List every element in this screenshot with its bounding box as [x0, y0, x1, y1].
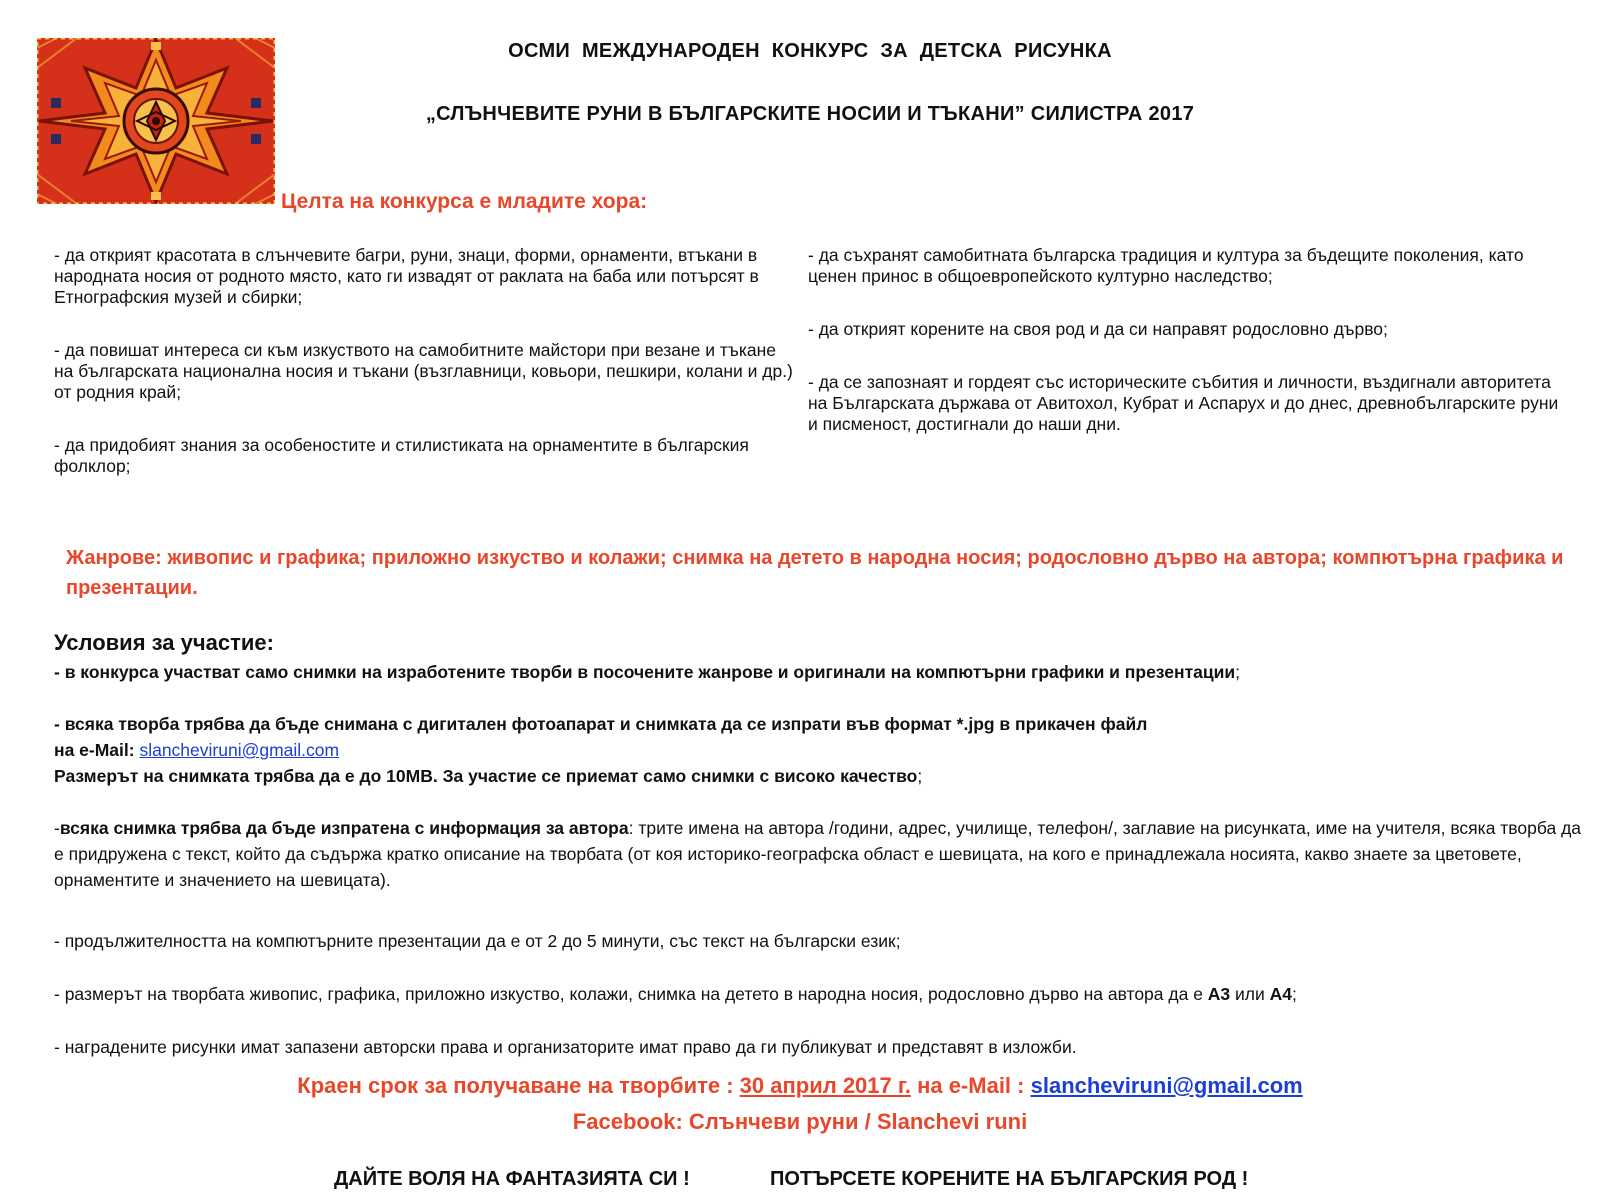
format-or: или — [1230, 984, 1270, 1004]
contest-subtitle: „СЛЪНЧЕВИТЕ РУНИ В БЪЛГАРСКИТЕ НОСИИ И ТЪКАНИ” СИЛИСТРА 2017 — [425, 103, 1195, 125]
genres-text: Жанрове: живопис и графика; приложно изкуство и колажи; снимка на детето в народна носия; родословно дърво на автора; компютърна графика и презентации. — [66, 547, 1564, 599]
condition-text: всяка снимка трябва да бъде изпратена с информация за автора — [59, 818, 629, 838]
condition-item: - наградените рисунки имат запазени авторски права и организаторите имат право да ги публикуват и представят в изложби. — [54, 1037, 1077, 1057]
email-link[interactable]: slancheviruni@gmail.com — [139, 740, 340, 760]
goal-item: - да открият красотата в слънчевите багри, руни, знаци, форми, орнаменти, втъкани в народната носия от родното място, като ги извадят от раклата на баба или потърсят в Етнографския музей и сбирки; — [54, 245, 759, 307]
goals-heading: Целта на конкурса е младите хора: — [281, 190, 648, 213]
condition-punct: ; — [1292, 984, 1297, 1004]
photo-size-text: Размерът на снимката трябва да е до 10MB. За участие се приемат само снимки с високо качество — [54, 766, 918, 786]
condition-text: - всяка творба трябва да бъде снимана с дигитален фотоапарат и снимката да се изпрати във формат *.jpg в прикачен файл — [54, 714, 1148, 734]
condition-item — [54, 711, 1584, 789]
condition-item — [54, 815, 1584, 893]
condition-text: - в конкурса участват само снимки на изработените творби в посочените жанрове и оригинали на компютърни графики и презентации — [54, 662, 1236, 682]
footer-slogan-left: ДАЙТЕ ВОЛЯ НА ФАНТАЗИЯТА СИ ! — [334, 1168, 690, 1190]
goal-item: - да съхранят самобитната българска традиция и култура за бъдещите поколения, като ценен принос в общоевропейското културно наследство; — [808, 245, 1524, 286]
condition-item: - продължителността на компютърните презентации да е от 2 до 5 минути, със текст на български език; — [54, 931, 901, 951]
deadline-line — [0, 1073, 1600, 1099]
embroidery-star-logo — [37, 38, 275, 204]
email-label: на е-Mail: — [54, 740, 140, 760]
facebook-line: Facebook: Слънчеви руни / Slanchevi runi — [572, 1109, 1028, 1134]
condition-item — [54, 981, 1584, 1007]
format-a3: А3 — [1207, 984, 1231, 1004]
star-ornament-icon — [37, 38, 275, 204]
goal-item: - да се запознаят и гордеят със историческите събития и личности, въздигнали авторитета на Българската държава от Авитохол, Кубрат и Аспарух и до днес, древнобългарските руни и писменост, достигнали до наши дни. — [808, 372, 1559, 434]
goal-item: - да придобият знания за особеностите и стилистиката на орнаментите в българския фолклор; — [54, 435, 749, 476]
goals-left-column — [54, 245, 794, 509]
deadline-date: 30 април 2017 г. — [739, 1073, 911, 1098]
condition-punct: ; — [1235, 662, 1241, 682]
condition-punct: ; — [917, 766, 923, 786]
deadline-email-label: на е-Mail : — [910, 1073, 1031, 1098]
deadline-email-link[interactable]: slancheviruni@gmail.com — [1030, 1073, 1303, 1098]
footer-slogan-right: ПОТЪРСЕТЕ КОРЕНИТЕ НА БЪЛГАРСКИЯ РОД ! — [770, 1168, 1249, 1190]
condition-text: - размерът на творбата живопис, графика, приложно изкуство, колажи, снимка на детето в народна носия, родословно дърво на автора да е — [54, 984, 1208, 1004]
conditions-heading: Условия за участие: — [54, 630, 274, 655]
deadline-label: Краен срок за получаване на творбите : — [297, 1073, 740, 1098]
goal-item: - да повишат интереса си към изкуството на самобитните майстори при везане и тъкане на българската национална носия и тъкани (възглавници, ковьори, пешкири, колани и др.) от родния край; — [54, 340, 793, 402]
author-info-text: : трите имена на автора /години, адрес, училище, телефон/, заглавие на рисунката, име на учителя, всяка творба да е придружена с текст, който да съдържа кратко описание на творбата (от коя историко-географска област е шевицата, на кого е принадлежала носията, какво знаете за цветовете, орнаментите и значението на шевицата). — [54, 818, 1582, 890]
condition-dash: - — [54, 818, 60, 838]
goals-right-column — [808, 245, 1568, 467]
condition-item — [54, 659, 1584, 685]
goal-item: - да открият корените на своя род и да си направят родословно дърво; — [808, 319, 1388, 339]
format-a4: А4 — [1269, 984, 1293, 1004]
contest-title: ОСМИ МЕЖДУНАРОДЕН КОНКУРС ЗА ДЕТСКА РИСУНКА — [508, 40, 1112, 62]
